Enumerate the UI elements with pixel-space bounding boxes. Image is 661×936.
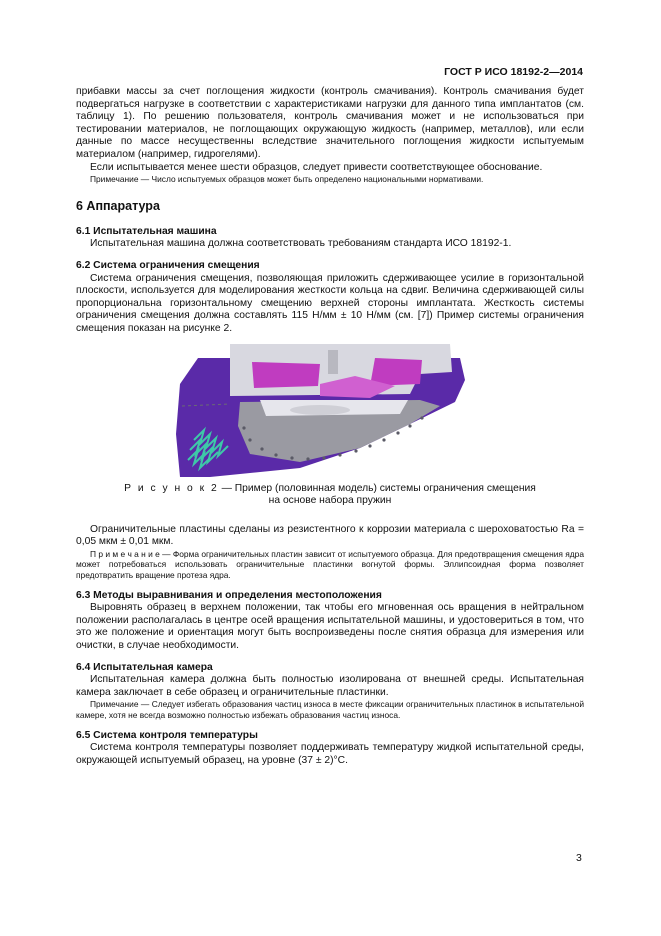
figure-2-caption bbox=[76, 483, 584, 508]
samples-paragraph: Если испытывается менее шести образцов, следует привести соответствующее обоснование. bbox=[90, 161, 543, 173]
figure-2-image bbox=[76, 344, 584, 477]
section-6-3-text: Выровнять образец в верхнем положении, так чтобы его мгновенная ось вращения в нейтральном положении располагалась в центре осей вращения испытательной машины, и удостовериться в том, что это же положение и ориентация могут быть воспроизведены после снятия образца для измерения или очистки, в случае необходимости. bbox=[76, 602, 584, 652]
caption-line2: на основе набора пружин bbox=[268, 495, 392, 507]
plates-paragraph: Ограничительные пластины сделаны из резистентного к коррозии материала с шероховатостью Ra = 0,05 мкм ± 0,01 мкм. bbox=[76, 523, 584, 548]
section-6-1-text: Испытательная машина должна соответствовать требованиям стандарта ИСО 18192-1. bbox=[90, 238, 512, 250]
document-body bbox=[76, 86, 584, 767]
note-text: — Следует избегать образования частиц износа в месте фиксации ограничительных пластинок в испытательной камере, хотя не всегда возможно полностью избежать образования частиц износа. bbox=[76, 699, 584, 720]
caption-text: — Пример (половинная модель) системы ограничения смещения bbox=[218, 482, 536, 494]
spring-restraint-illustration bbox=[170, 344, 476, 477]
section-6-4-text: Испытательная камера должна быть полностью изолирована от внешней среды. Испытательная камера заключает в себе образец и ограничительные пластинки. bbox=[76, 674, 584, 698]
note-label: П р и м е ч а н и е bbox=[90, 548, 160, 559]
page-number: 3 bbox=[576, 852, 582, 864]
note-text: — Число испытуемых образцов может быть определено национальными нормативами. bbox=[138, 174, 484, 185]
section-6-3-heading: 6.3 Методы выравнивания и определения местоположения bbox=[76, 589, 382, 601]
section-6-2-heading: 6.2 Система ограничения смещения bbox=[76, 259, 260, 271]
note-text: — Форма ограничительных пластин зависит от испытуемого образца. Для предотвращения смещения ядра может потребоваться использовать ограничительные пластинки вогнутой формы. Эллипсоидная форма позволяет предотвратить вращение протеза ядра. bbox=[76, 548, 584, 581]
document-header: ГОСТ Р ИСО 18192-2—2014 bbox=[444, 66, 583, 78]
section-6-4-heading: 6.4 Испытательная камера bbox=[76, 661, 213, 673]
note-chamber bbox=[76, 699, 584, 720]
intro-paragraph: прибавки массы за счет поглощения жидкости (контроль смачивания). Контроль смачивания будет подвергаться нагрузке в соответствии с характеристиками нагрузки для данного типа имплантатов (см. таблицу 1). По решению пользователя, контроль смачивания может и не использоваться при тестировании материалов, не поглощающих окружающую жидкость (например, металлов), или если данные по массе несущественны вследствие значительного поглощения жидкости испытуемым материалом (например, гидрогелями). bbox=[76, 86, 584, 160]
spindle bbox=[328, 350, 338, 374]
note-samples bbox=[76, 174, 584, 185]
section-6-5-heading: 6.5 Система контроля температуры bbox=[76, 729, 258, 741]
caption-label: Р и с у н о к 2 bbox=[124, 482, 219, 494]
note-label: Примечание bbox=[90, 699, 139, 710]
note-label: Примечание bbox=[90, 174, 139, 185]
left-plate bbox=[252, 362, 320, 388]
section-6-heading: 6 Аппаратура bbox=[76, 198, 160, 213]
note-plates bbox=[76, 549, 584, 581]
section-6-1-heading: 6.1 Испытательная машина bbox=[76, 225, 217, 237]
section-6-5-text: Система контроля температуры позволяет поддерживать температуру жидкой испытательной среды, окружающей испытуемый образец, на уровне (37 ± 2)°C. bbox=[76, 742, 584, 766]
core-ellipse bbox=[290, 405, 350, 415]
section-6-2-text: Система ограничения смещения, позволяющая приложить сдерживающее усилие в горизонтальной плоскости, используется для моделирования жесткости кольца на сдвиг. Величина сдерживающей силы пропорциональна горизонтальному смещению верхней стороны имплантата. Жесткость системы ограничения смещения должна составлять 115 Н/мм ± 10 Н/мм (см. [7]) Пример системы ограничения смещения показан на рисунке 2. bbox=[76, 272, 584, 334]
